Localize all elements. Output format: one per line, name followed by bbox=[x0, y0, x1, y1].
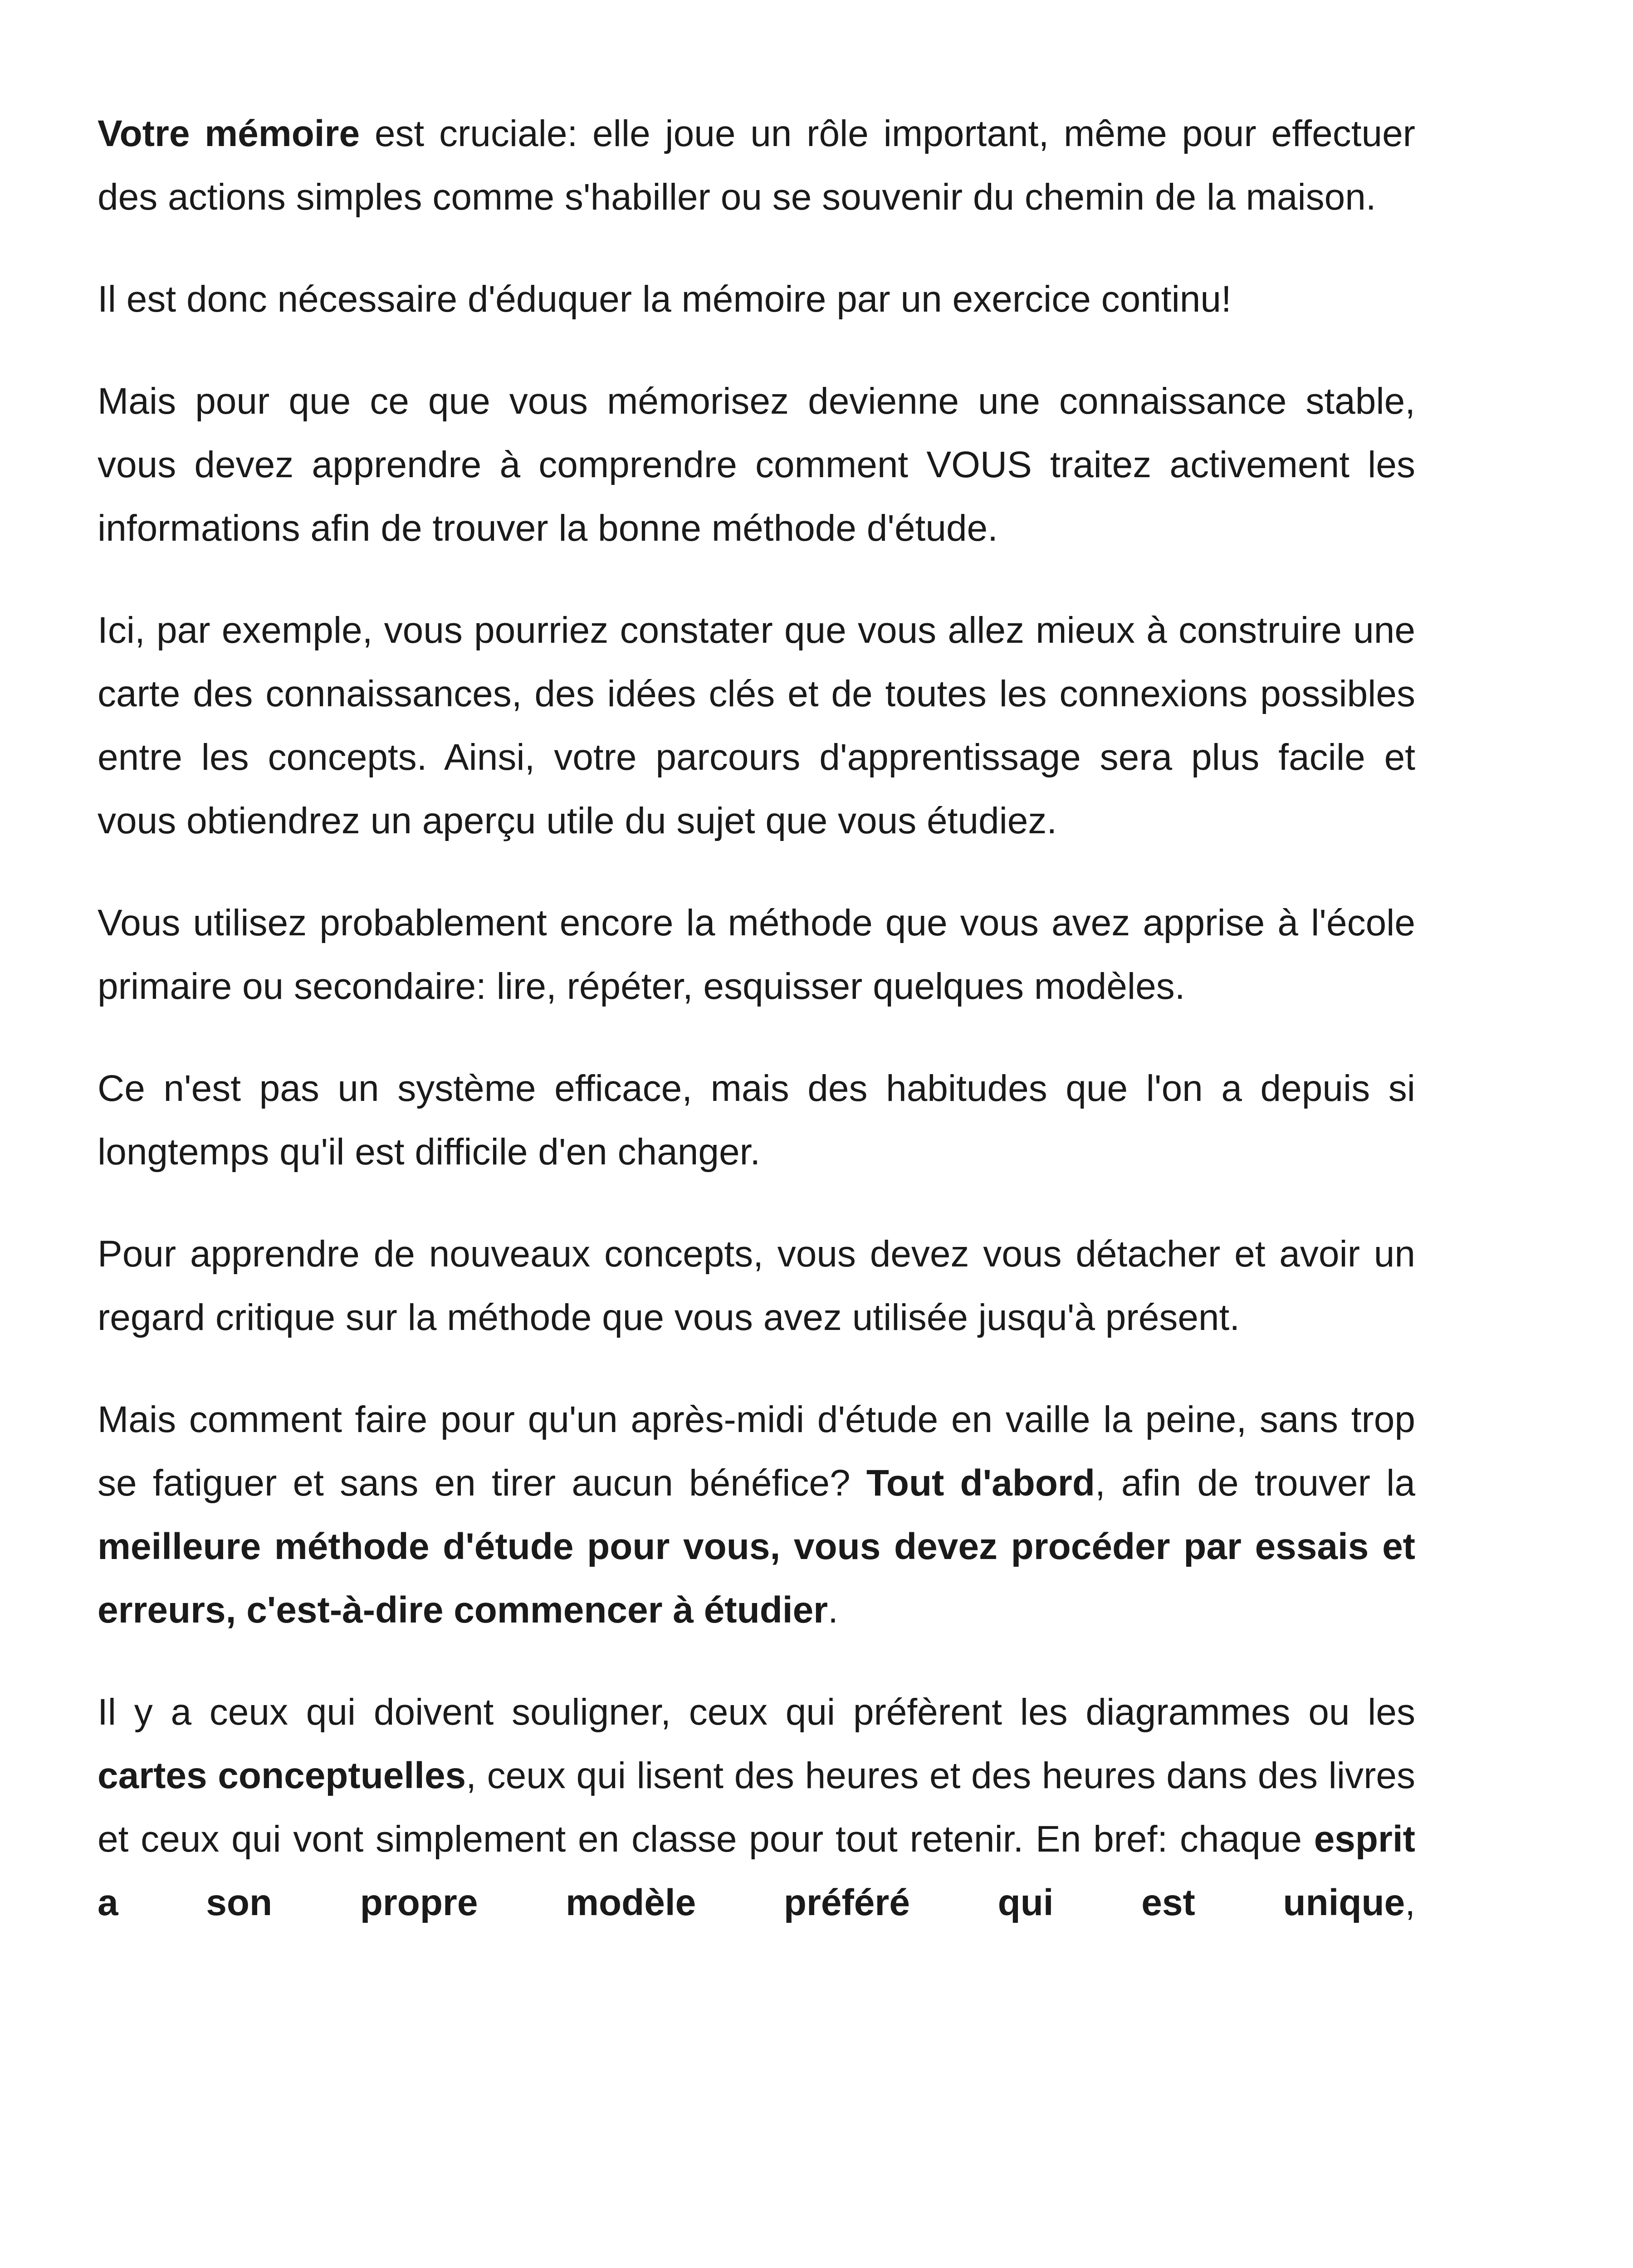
text-run: Mais comment faire pour qu'un après-midi d'étude en vaille la peine, sans trop se fatiguer et sans en tirer aucun bénéfice? bbox=[98, 1399, 1415, 1504]
paragraph-8 bbox=[98, 1388, 1415, 1642]
text-run: Pour apprendre de nouveaux concepts, vous devez vous détacher et avoir un regard critique sur la méthode que vous avez utilisée jusqu'à présent. bbox=[98, 1233, 1415, 1338]
paragraph-7 bbox=[98, 1222, 1415, 1349]
paragraph-6 bbox=[98, 1057, 1415, 1184]
bold-phrase: Votre mémoire bbox=[98, 113, 360, 154]
paragraph-1 bbox=[98, 102, 1415, 229]
body-text bbox=[98, 102, 1415, 1973]
text-run: , ceux qui lisent des heures et des heures dans des livres et ceux qui vont simplement en classe pour tout retenir. En bref: chaque bbox=[98, 1755, 1415, 1860]
bold-phrase: meilleure méthode d'étude pour vous, vous devez procéder par essais et erreurs, c'est-à-dire commencer à étudier bbox=[98, 1526, 1415, 1631]
text-run: Ici, par exemple, vous pourriez constater que vous allez mieux à construire une carte des connaissances, des idées clés et de toutes les connexions possibles entre les concepts. Ainsi, votre parcours d'apprentissage sera plus facile et vous obtiendrez un aperçu utile du sujet que vous étudiez. bbox=[98, 610, 1415, 841]
paragraph-2 bbox=[98, 268, 1415, 331]
text-run: . bbox=[828, 1589, 838, 1631]
text-run: Mais pour que ce que vous mémorisez devienne une connaissance stable, vous devez apprendre à comprendre comment VOUS traitez activement les informations afin de trouver la bonne méthode d'étude. bbox=[98, 381, 1415, 549]
text-run: , afin de trouver la bbox=[1095, 1462, 1416, 1504]
paragraph-5 bbox=[98, 891, 1415, 1018]
text-run: est cruciale: elle joue un rôle important, même pour effectuer des actions simples comme s'habiller ou se souvenir du chemin de la maison. bbox=[98, 113, 1415, 218]
text-run: Ce n'est pas un système efficace, mais des habitudes que l'on a depuis si longtemps qu'il est difficile d'en changer. bbox=[98, 1068, 1415, 1173]
paragraph-9 bbox=[98, 1681, 1415, 1935]
text-run: , bbox=[1405, 1882, 1415, 1923]
bold-phrase: cartes conceptuelles bbox=[98, 1755, 466, 1796]
paragraph-3 bbox=[98, 370, 1415, 560]
bold-phrase: Tout d'abord bbox=[866, 1462, 1095, 1504]
text-run: Il y a ceux qui doivent souligner, ceux qui préfèrent les diagrammes ou les bbox=[98, 1691, 1415, 1733]
text-run: Vous utilisez probablement encore la méthode que vous avez apprise à l'école primaire ou secondaire: lire, répéter, esquisser quelques modèles. bbox=[98, 902, 1415, 1007]
paragraph-4 bbox=[98, 599, 1415, 853]
text-run: Il est donc nécessaire d'éduquer la mémoire par un exercice continu! bbox=[98, 279, 1232, 320]
bold-phrase: esprit a son propre modèle préféré qui est unique bbox=[98, 1818, 1415, 1923]
